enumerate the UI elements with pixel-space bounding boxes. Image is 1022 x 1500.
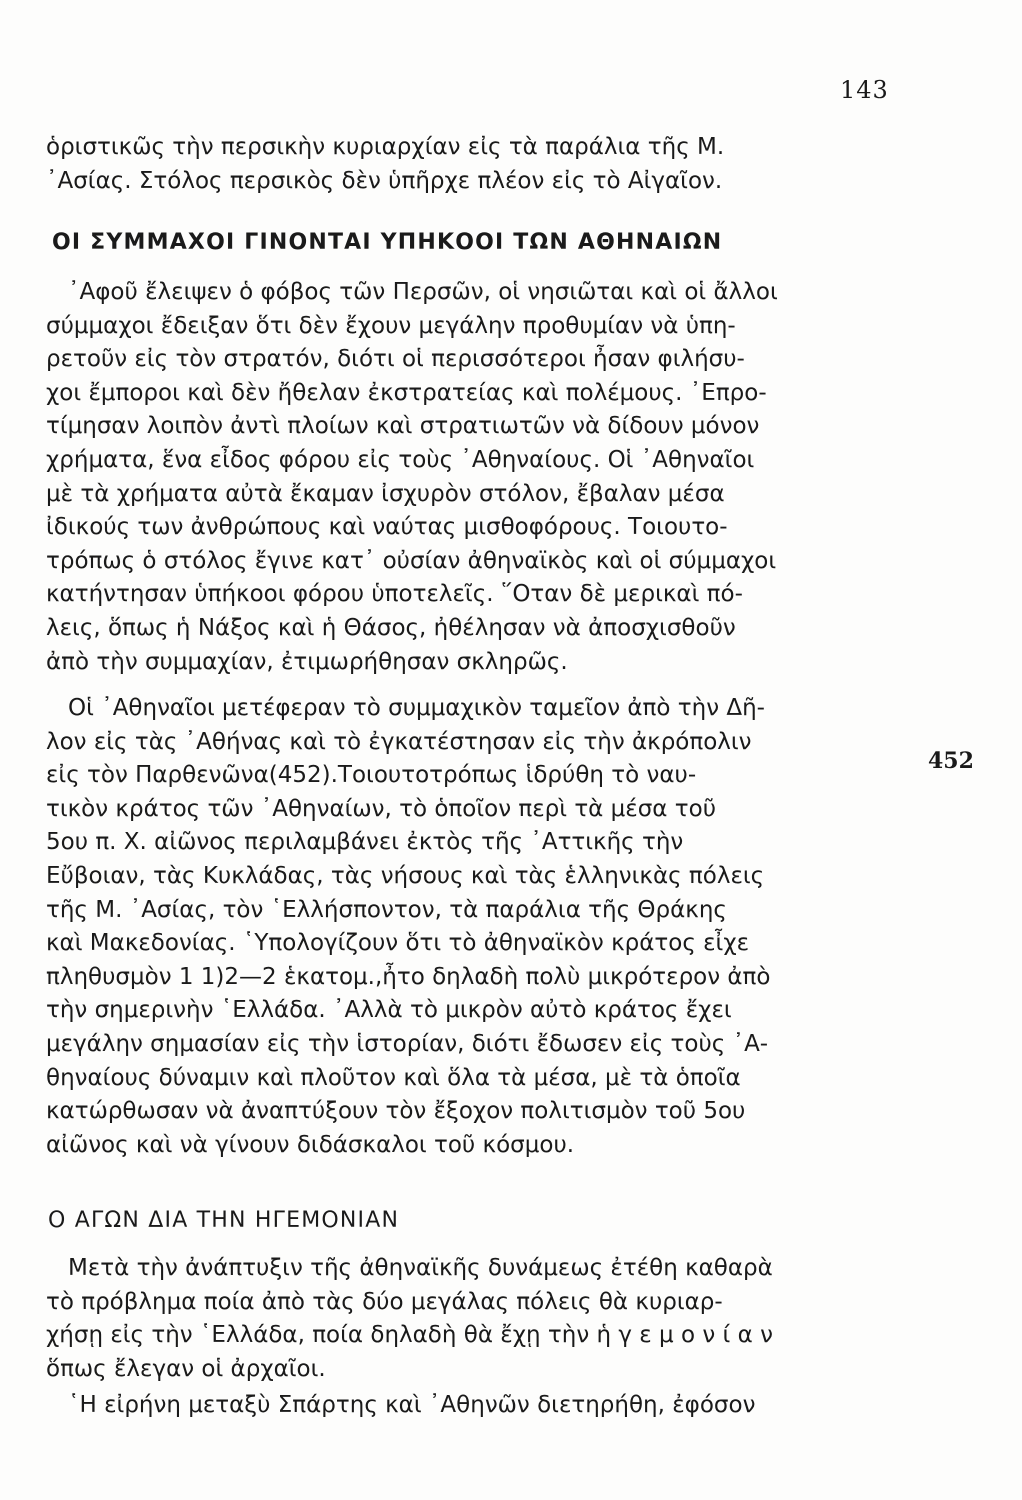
- text-line: χοι ἔμποροι καὶ δὲν ἤθελαν ἐκστρατείας καὶ πολέμους. ᾿Επρο-: [46, 379, 767, 406]
- text-line: μὲ τὰ χρήματα αὐτὰ ἔκαμαν ἰσχυρὸν στόλον, ἔβαλαν μέσα: [46, 480, 725, 507]
- text-line: πληθυσμὸν 1 1)2—2 ἑκατομ.,ἦτο δηλαδὴ πολὺ μικρότερον ἀπὸ: [46, 963, 771, 990]
- text-line: ὁριστικῶς τὴν περσικὴν κυριαρχίαν εἰς τὰ παράλια τῆς Μ.: [46, 134, 725, 160]
- text-line: μεγάλην σημασίαν εἰς τὴν ἱστορίαν, διότι ἔδωσεν εἰς τοὺς ᾿Α-: [46, 1030, 769, 1057]
- text-line: κατώρθωσαν νὰ ἀναπτύξουν τὸν ἔξοχον πολιτισμὸν τοῦ 5ου: [46, 1098, 746, 1125]
- page-number: 143: [840, 76, 889, 104]
- intro-paragraph: [46, 131, 912, 198]
- text-line: τίμησαν λοιπὸν ἀντὶ πλοίων καὶ στρατιωτῶν νὰ δίδουν μόνον: [46, 413, 760, 440]
- text-line: ᾿Ασίας. Στόλος περσικὸς δὲν ὑπῆρχε πλέον εἰς τὸ Αἰγαῖον.: [46, 167, 723, 194]
- section-heading-hegemony: Ο ΑΓΩΝ ΔΙΑ ΤΗΝ ΗΓΕΜΟΝΙΑΝ: [48, 1208, 400, 1233]
- text-line: ὅπως ἔλεγαν οἱ ἀρχαῖοι.: [46, 1355, 326, 1382]
- section1-paragraph1: [46, 276, 912, 679]
- section1-paragraph2: [46, 692, 912, 1162]
- text-line: αἰῶνος καὶ νὰ γίνουν διδάσκαλοι τοῦ κόσμου.: [46, 1131, 575, 1158]
- text-line: χήσῃ εἰς τὴν ῾Ελλάδα, ποία δηλαδὴ θὰ ἔχῃ τὴν ἡ γ ε μ ο ν ί α ν: [46, 1322, 773, 1349]
- text-line: θηναίους δύναμιν καὶ πλοῦτον καὶ ὅλα τὰ μέσα, μὲ τὰ ὁποῖα: [46, 1064, 741, 1091]
- text-line: σύμμαχοι ἔδειξαν ὅτι δὲν ἔχουν μεγάλην προθυμίαν νὰ ὑπη-: [46, 312, 736, 339]
- text-line: λον εἰς τὰς ᾿Αθήνας καὶ τὸ ἐγκατέστησαν εἰς τὴν ἀκρόπολιν: [46, 728, 752, 755]
- text-line: τικὸν κράτος τῶν ᾿Αθηναίων, τὸ ὁποῖον περὶ τὰ μέσα τοῦ: [46, 795, 716, 822]
- section2-paragraph2: [46, 1389, 912, 1423]
- text-line: εἰς τὸν Παρθενῶνα(452).Τοιουτοτρόπως ἱδρύθη τὸ ναυ-: [46, 762, 697, 789]
- text-line: Οἱ ᾿Αθηναῖοι μετέφεραν τὸ συμμαχικὸν ταμεῖον ἀπὸ τὴν Δῆ-: [68, 695, 765, 721]
- text-line: Μετὰ τὴν ἀνάπτυξιν τῆς ἀθηναϊκῆς δυνάμεως ἐτέθη καθαρὰ: [68, 1255, 773, 1281]
- text-line: ρετοῦν εἰς τὸν στρατόν, διότι οἱ περισσότεροι ἦσαν φιλήσυ-: [46, 346, 745, 373]
- text-line: τρόπως ὁ στόλος ἔγινε κατ᾿ οὐσίαν ἀθηναϊκὸς καὶ οἱ σύμμαχοι: [46, 547, 777, 574]
- text-line: λεις, ὅπως ἡ Νάξος καὶ ἡ Θάσος, ἠθέλησαν νὰ ἀποσχισθοῦν: [46, 614, 736, 641]
- text-line: ἰδικούς των ἀνθρώπους καὶ ναύτας μισθοφόρους. Τοιουτο-: [46, 514, 728, 541]
- section2-paragraph1: [46, 1252, 912, 1386]
- section-heading-allies: ΟΙ ΣΥΜΜΑΧΟΙ ΓΙΝΟΝΤΑΙ ΥΠΗΚΟΟΙ ΤΩΝ ΑΘΗΝΑΙΩΝ: [52, 230, 723, 255]
- text-line: ᾿Αφοῦ ἔλειψεν ὁ φόβος τῶν Περσῶν, οἱ νησιῶται καὶ οἱ ἄλλοι: [68, 279, 778, 305]
- text-line: τὸ πρόβλημα ποία ἀπὸ τὰς δύο μεγάλας πόλεις θὰ κυριαρ-: [46, 1288, 723, 1315]
- text-line: τῆς Μ. ᾿Ασίας, τὸν ῾Ελλήσποντον, τὰ παράλια τῆς Θράκης: [46, 896, 727, 923]
- text-line: 5ου π. Χ. αἰῶνος περιλαμβάνει ἐκτὸς τῆς ᾿Αττικῆς τὴν: [46, 829, 684, 856]
- text-line: ἀπὸ τὴν συμμαχίαν, ἐτιμωρήθησαν σκληρῶς.: [46, 648, 568, 675]
- margin-note: 452: [928, 748, 974, 774]
- text-line: ῾Η εἰρήνη μεταξὺ Σπάρτης καὶ ᾿Αθηνῶν διετηρήθη, ἐφόσον: [68, 1392, 756, 1418]
- text-line: καὶ Μακεδονίας. ῾Υπολογίζουν ὅτι τὸ ἀθηναϊκὸν κράτος εἶχε: [46, 930, 750, 957]
- text-line: χρήματα, ἕνα εἶδος φόρου εἰς τοὺς ᾿Αθηναίους. Οἱ ᾿Αθηναῖοι: [46, 446, 755, 473]
- text-line: κατήντησαν ὑπήκοοι φόρου ὑποτελεῖς. ῞Οταν δὲ μερικαὶ πό-: [46, 581, 743, 608]
- text-line: Εὔβοιαν, τὰς Κυκλάδας, τὰς νήσους καὶ τὰς ἑλληνικὰς πόλεις: [46, 862, 765, 889]
- text-line: τὴν σημερινὴν ῾Ελλάδα. ᾿Αλλὰ τὸ μικρὸν αὐτὸ κράτος ἔχει: [46, 997, 732, 1024]
